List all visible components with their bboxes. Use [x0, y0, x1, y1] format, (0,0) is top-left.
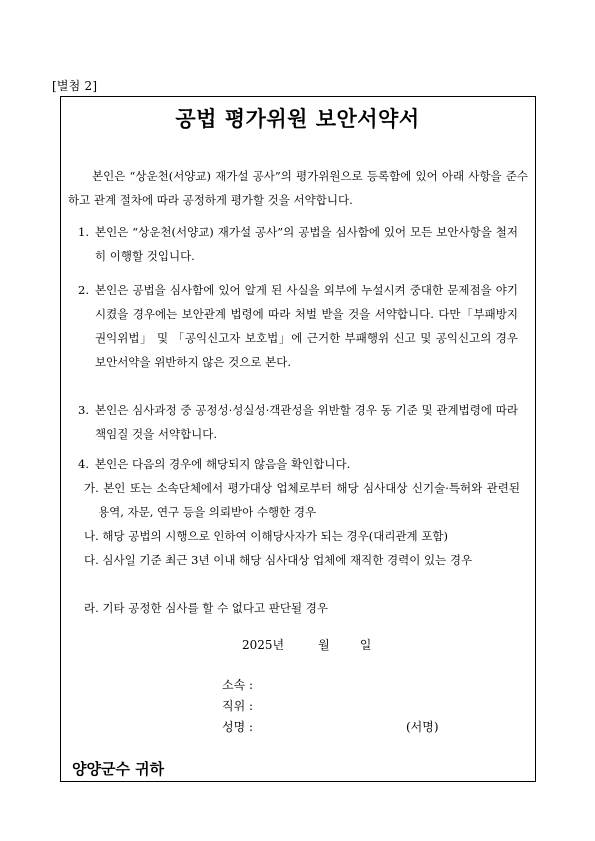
subclause-text: 가. 본인 또는 소속단체에서 평가대상 업체로부터 해당 심사대상 신기술·특허와 관련된 용역, 자문, 연구 등을 의뢰받아 수행한 경우 [84, 481, 520, 519]
clause-2 [78, 278, 518, 374]
date-day: 일 [359, 638, 372, 652]
clause-3 [78, 398, 518, 446]
recipient: 양양군수 귀하 [72, 760, 165, 778]
document-title: 공법 평가위원 보안서약서 [175, 107, 420, 131]
date-month: 월 [318, 638, 330, 652]
clause-number: 2. [78, 283, 89, 297]
clause-text: 본인은 심사과정 중 공정성·성실성·객관성을 위반할 경우 동 기준 및 관계법령에 따라 책임질 것을 서약합니다. [95, 403, 518, 441]
affiliation-label: 소속 : [222, 678, 254, 692]
clause-text: 본인은 “상운천(서양교) 재가설 공사”의 공법을 심사함에 있어 모든 보안사항을 철저히 이행할 것입니다. [95, 225, 518, 263]
clause-text: 본인은 다음의 경우에 해당되지 않음을 확인합니다. [95, 457, 351, 471]
subclause-text: 라. 기타 공정한 심사를 할 수 없다고 판단될 경우 [84, 601, 328, 615]
intro-paragraph: 본인은 “상운천(서양교) 재가설 공사”의 평가위원으로 등록함에 있어 아래 사항을 준수하고 관계 절차에 따라 공정하게 평가할 것을 서약합니다. [68, 169, 528, 207]
position-label: 직위 : [222, 699, 254, 713]
clause-text: 본인은 공법을 심사함에 있어 알게 된 사실을 외부에 누설시켜 중대한 문제점을 야기시켰을 경우에는 보안관계 법령에 따라 처벌 받을 것을 서약합니다. 다만「부패방지권익위법」 및 「공익신고자 보호법」에 근거한 부패행위 신고 및 공익신고의 경우 보안서약을 위반하지 않은 것으로 본다. [95, 283, 518, 369]
clause-number: 3. [78, 403, 89, 417]
clause-number: 1. [78, 225, 89, 239]
clause-4 [78, 452, 518, 476]
subclause-text: 다. 심사일 기준 최근 3년 이내 해당 심사대상 업체에 재직한 경력이 있는 경우 [84, 553, 473, 567]
subclause-da [84, 548, 520, 572]
subclause-na [84, 524, 520, 548]
signing-date [242, 636, 371, 653]
name-label: 성명 : [222, 720, 254, 734]
subclause-ra [84, 596, 520, 620]
clause-number: 4. [78, 457, 89, 471]
attachment-label: [별첨 2] [52, 79, 98, 93]
date-year: 2025년 [242, 638, 285, 652]
signature-mark: (서명) [406, 720, 439, 734]
subclause-text: 나. 해당 공법의 시행으로 인하여 이해당사자가 되는 경우(대리관계 포함) [84, 529, 449, 543]
clause-1 [78, 220, 518, 268]
subclause-ga [84, 476, 520, 524]
